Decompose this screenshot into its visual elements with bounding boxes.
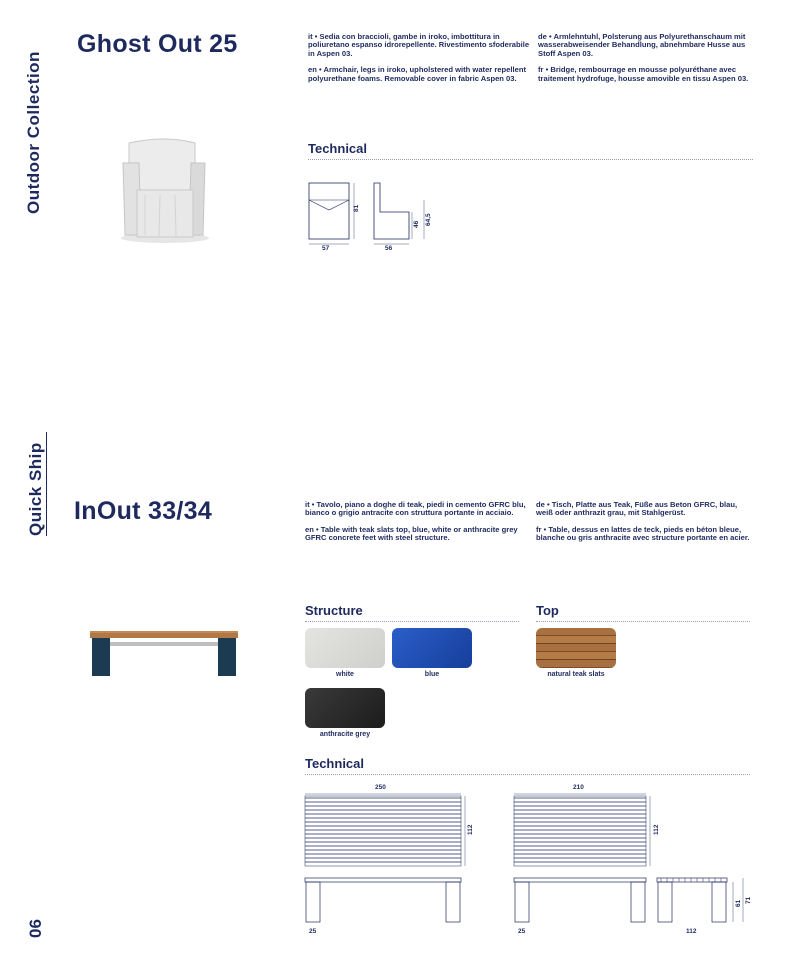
description-de: de • Armlehntuhl, Polsterung aus Polyurethanschaum mit wasserabweisender Behandlung, abnehmbare Husse aus Stoff Aspen 03.: [538, 32, 746, 58]
dimension-leg-width: 25: [518, 928, 526, 935]
description-de: de • Tisch, Platte aus Teak, Füße aus Beton GFRC, blau, weiß oder anthrazit grau, mit Stahlgerüst.: [536, 500, 738, 518]
dimension-table-depth: 112: [653, 824, 660, 835]
product-title-ghost: Ghost Out 25: [77, 30, 238, 58]
swatch-label-teak: natural teak slats: [547, 671, 605, 678]
product-title-inout: InOut 33/34: [74, 497, 213, 525]
description-it: it • Tavolo, piano a doghe di teak, piedi in cemento GFRC blu, bianco o grigio antracite con struttura portante in acciaio.: [305, 500, 526, 518]
dimension-arm-height: 64,5: [425, 213, 432, 226]
section-technical-1: Technical: [308, 141, 368, 156]
swatch-label-blue: blue: [424, 671, 440, 678]
swatch-label-white: white: [336, 671, 354, 678]
description-column-right: [538, 33, 750, 91]
swatch-label-anthracite: anthracite grey: [319, 731, 371, 738]
dimension-table-depth: 112: [467, 824, 474, 835]
quick-ship-label: Quick Ship: [26, 442, 45, 536]
section-top: Top: [536, 603, 559, 618]
table-250-technical-drawing: [303, 792, 473, 928]
armchair-image: [115, 135, 215, 245]
description-fr: fr • Bridge, rembourrage en mousse polyuréthane avec traitement hydrofuge, housse amovible en tissu Aspen 03.: [538, 65, 749, 83]
dimension-seat-height: 46: [413, 220, 420, 228]
quick-ship-divider: [46, 432, 47, 536]
description-it: it • Sedia con braccioli, gambe in iroko, imbottitura in poliuretano espanso idrorepellente. Rivestimento sfoderabile in Aspen 03.: [308, 32, 530, 58]
dimension-height: 81: [353, 204, 360, 212]
dimension-inner-height: 61: [735, 899, 742, 907]
divider: [308, 159, 753, 160]
page-number: 06: [26, 919, 45, 938]
description-column-left: [308, 33, 530, 91]
swatch-teak: [536, 628, 616, 668]
description-fr: fr • Table, dessus en lattes de teck, pieds en béton bleue, blanche ou gris anthracite avec structure portante en acier.: [536, 524, 750, 543]
table-210-technical-drawing: [512, 792, 652, 928]
section-structure: Structure: [305, 603, 363, 618]
dimension-depth: 56: [385, 245, 393, 252]
dimension-table-width: 210: [573, 784, 584, 791]
description-column-left: [305, 501, 527, 551]
dimension-width: 57: [322, 245, 330, 252]
armchair-technical-drawing: [304, 180, 444, 250]
divider: [305, 621, 519, 622]
description-en: en • Table with teak slats top, blue, white or anthracite grey GFRC concrete feet with steel structure.: [305, 524, 518, 543]
collection-label: Outdoor Collection: [24, 51, 43, 214]
table-image: [88, 628, 240, 680]
dimension-table-height: 71: [745, 896, 752, 904]
description-en: en • Armchair, legs in iroko, upholstered with water repellent polyurethane foams. Removable cover in fabric Aspen 03.: [308, 65, 527, 83]
dimension-table-width: 250: [375, 784, 386, 791]
divider: [536, 621, 750, 622]
dimension-side-width: 112: [686, 928, 697, 935]
swatch-blue: [392, 628, 472, 668]
dimension-leg-width: 25: [309, 928, 317, 935]
swatch-anthracite: [305, 688, 385, 728]
section-technical-2: Technical: [305, 756, 365, 771]
description-column-right: [536, 501, 750, 551]
swatch-white: [305, 628, 385, 668]
divider: [305, 774, 750, 775]
